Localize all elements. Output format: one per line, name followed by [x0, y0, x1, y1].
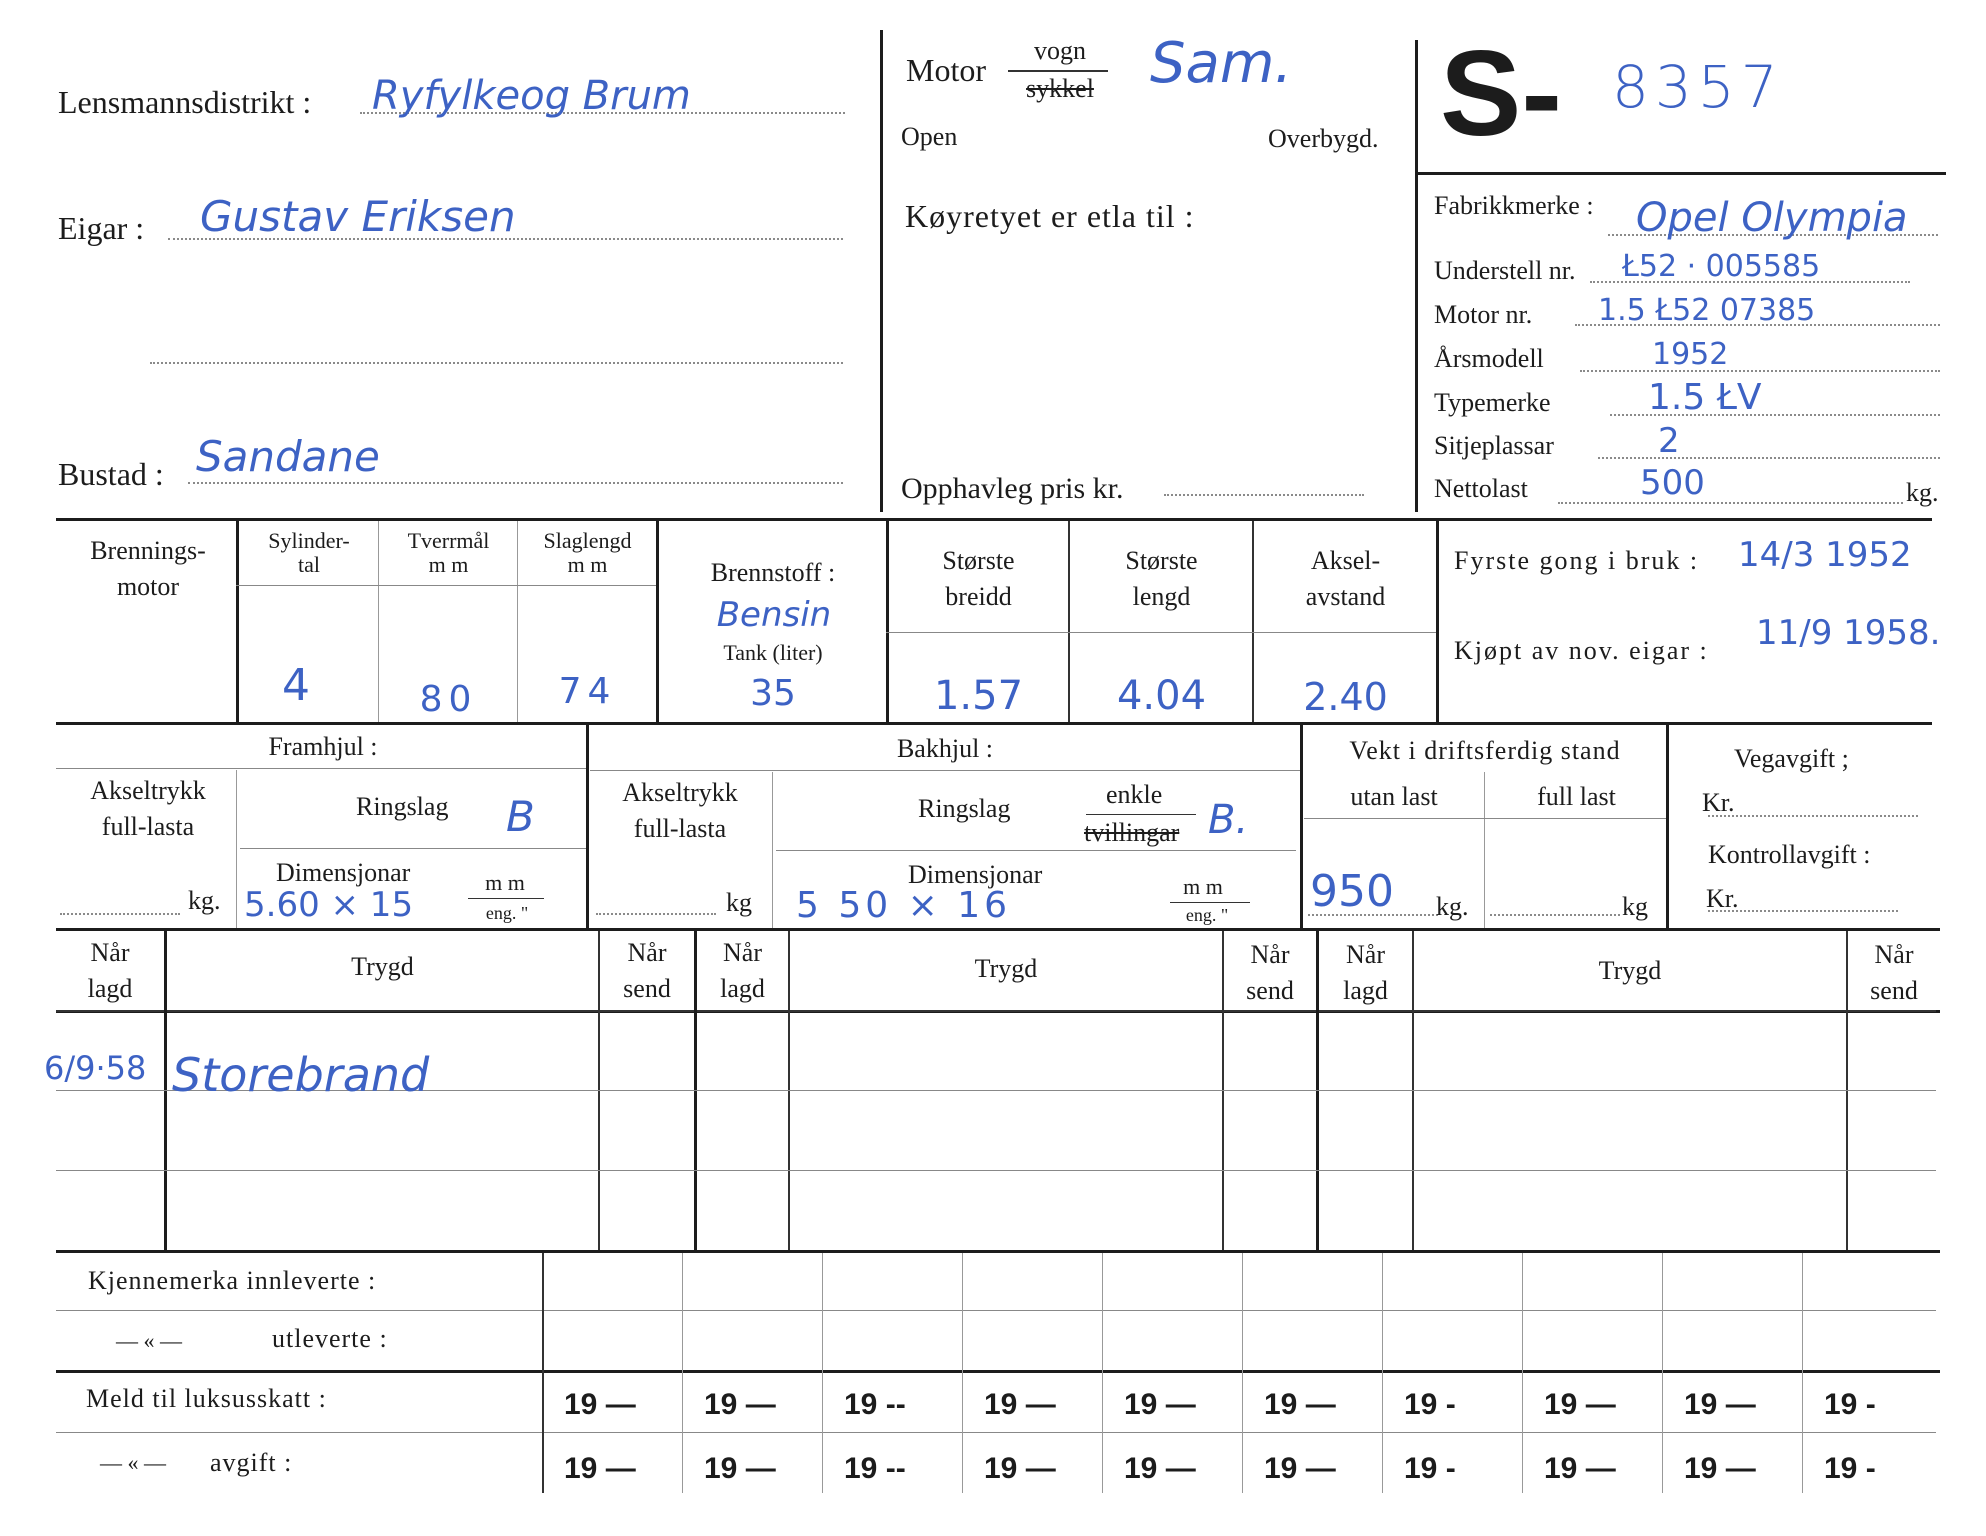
full-last-label: full last: [1537, 782, 1616, 811]
front-akseltrykk-label-2: full-lasta: [101, 812, 195, 841]
front-akseltrykk-kg-label: kg.: [188, 886, 221, 915]
front-dimensjonar-label: Dimensjonar: [276, 858, 411, 887]
divider: [586, 725, 589, 928]
slaglengd-label-1: Slaglengd: [543, 528, 632, 553]
understell-value[interactable]: Ł52 · 005585: [1622, 249, 1821, 284]
nar-lagd-label-1: Når: [1346, 940, 1385, 969]
luksusskatt-year-8[interactable]: 19 —: [1544, 1388, 1616, 1421]
nar-send-label-1: Når: [1874, 940, 1914, 969]
bakhjul-label: Bakhjul :: [896, 734, 994, 763]
insurance-row1-company[interactable]: Storebrand: [172, 1048, 430, 1102]
luksusskatt-year-3[interactable]: 19 --: [844, 1388, 906, 1421]
divider: [240, 848, 586, 849]
vogn-label: vogn: [1034, 36, 1086, 65]
luksusskatt-year-9[interactable]: 19 —: [1684, 1388, 1756, 1421]
divider: [1436, 521, 1439, 722]
open-label: Open: [901, 122, 958, 151]
divider: [1252, 521, 1254, 722]
divider: [1666, 725, 1669, 928]
kjopt-label: Kjøpt av nov. eigar :: [1454, 636, 1709, 665]
divider: [56, 1432, 1936, 1433]
rear-dim-value[interactable]: 5 50 × 16: [796, 885, 1012, 926]
sitjeplassar-value[interactable]: 2: [1658, 421, 1680, 461]
sylindertal-label-2: tal: [298, 552, 320, 577]
lensmannsdistrikt-label: Lensmannsdistrikt :: [58, 84, 312, 120]
fill-line: [1580, 370, 1940, 372]
divider: [56, 1370, 1940, 1373]
utan-last-value[interactable]: 950: [1310, 866, 1394, 917]
brennstoff-value[interactable]: Bensin: [716, 595, 832, 635]
divider: [1484, 772, 1485, 928]
divider: [236, 770, 237, 928]
divider: [56, 1310, 1936, 1311]
divider: [1068, 521, 1070, 722]
fyrste-gong-value[interactable]: 14/3 1952: [1738, 535, 1912, 575]
typemerke-label: Typemerke: [1434, 388, 1551, 417]
brennstoff-label: Brennstoff :: [710, 558, 836, 587]
fill-line: [1598, 457, 1940, 459]
koyretyet-label: Køyretyet er etla til :: [905, 198, 1195, 234]
luksusskatt-year-6[interactable]: 19 —: [1264, 1388, 1336, 1421]
fabrikkmerke-label: Fabrikkmerke :: [1434, 191, 1594, 220]
divider: [1522, 1253, 1523, 1493]
rear-akseltrykk-label-2: full-lasta: [633, 814, 727, 843]
divider: [378, 521, 379, 722]
rear-akseltrykk-label-1: Akseltrykk: [622, 778, 738, 807]
fill-line: [1490, 914, 1620, 916]
tverrmal-label-1: Tverrmål: [407, 528, 490, 553]
fill-line: [1164, 494, 1364, 496]
divider: [517, 521, 518, 722]
avgift-year-4[interactable]: 19 —: [984, 1452, 1056, 1485]
breidd-value[interactable]: 1.57: [933, 673, 1024, 719]
nettolast-value[interactable]: 500: [1640, 463, 1705, 503]
divider: [56, 1170, 1936, 1171]
rear-mm-label: m m: [1183, 874, 1223, 899]
vegavgift-kr-label: Kr.: [1702, 788, 1735, 817]
enkle-label: enkle: [1106, 780, 1163, 809]
fabrikkmerke-value[interactable]: Opel Olympia: [1636, 195, 1908, 241]
luksusskatt-year-10[interactable]: 19 -: [1824, 1388, 1876, 1421]
motor-nr-label: Motor nr.: [1434, 300, 1533, 329]
slaglengd-value[interactable]: 74: [558, 671, 617, 712]
avgift-year-5[interactable]: 19 —: [1124, 1452, 1196, 1485]
breidd-label-2: breidd: [945, 582, 1012, 611]
divider: [56, 722, 1932, 725]
luksusskatt-year-7[interactable]: 19 -: [1404, 1388, 1456, 1421]
lensmannsdistrikt-value[interactable]: Ryfylkeog Brum: [372, 73, 691, 119]
front-dim-value[interactable]: 5.60 × 15: [244, 885, 414, 925]
avgift-year-1[interactable]: 19 —: [564, 1452, 636, 1485]
avgift-year-9[interactable]: 19 —: [1684, 1452, 1756, 1485]
slaglengd-label-2: m m: [567, 552, 608, 577]
brenningsmotor-label-1: Brennings-: [90, 536, 206, 565]
utan-last-label: utan last: [1350, 782, 1438, 811]
tverrmal-label-2: m m: [428, 552, 469, 577]
divider: [56, 928, 1940, 931]
divider: [822, 1253, 823, 1493]
front-ringslag-value[interactable]: B: [506, 792, 535, 841]
nar-lagd-label-2: lagd: [1343, 976, 1388, 1005]
divider: [1802, 1253, 1803, 1493]
kjopt-value[interactable]: 11/9 1958.: [1756, 613, 1941, 653]
arsmodell-value[interactable]: 1952: [1652, 337, 1729, 372]
meld-luksusskatt-label: Meld til luksusskatt :: [86, 1384, 327, 1413]
aksel-value[interactable]: 2.40: [1303, 675, 1388, 719]
divider: [1304, 818, 1666, 819]
nar-lagd-label-1: Når: [90, 938, 130, 967]
kontrollavgift-label: Kontrollavgift :: [1708, 840, 1871, 869]
divider: [236, 585, 656, 586]
fill-line: [150, 362, 843, 364]
divider: [886, 632, 1436, 633]
front-eng-label: eng. ": [485, 903, 529, 923]
nar-lagd-label-2: lagd: [720, 974, 765, 1003]
aksel-label-1: Aksel-: [1310, 546, 1381, 575]
insurance-row1-date[interactable]: 6/9·58: [44, 1049, 147, 1087]
sitjeplassar-label: Sitjeplassar: [1434, 431, 1554, 460]
divider: [56, 768, 586, 769]
motor-label: Motor: [906, 52, 986, 88]
vegavgift-label: Vegavgift ;: [1734, 744, 1849, 773]
rear-ringslag-label: Ringslag: [918, 794, 1011, 823]
fill-line: [1558, 502, 1903, 504]
reg-prefix: S-: [1440, 25, 1562, 161]
divider: [776, 850, 1296, 851]
avgift-year-6[interactable]: 19 —: [1264, 1452, 1336, 1485]
vekt-label: Vekt i driftsferdig stand: [1349, 736, 1621, 765]
full-last-kg-label: kg: [1622, 892, 1648, 921]
nar-send-label-1: Når: [1250, 940, 1290, 969]
breidd-label-1: Største: [942, 546, 1015, 575]
nar-send-label-2: send: [623, 974, 671, 1003]
avgift-year-7[interactable]: 19 -: [1404, 1452, 1456, 1485]
divider: [56, 1250, 1940, 1253]
nettolast-kg-label: kg.: [1906, 478, 1939, 507]
nar-lagd-label-2: lagd: [87, 974, 133, 1003]
front-ringslag-label: Ringslag: [356, 792, 449, 821]
lengd-label-1: Største: [1125, 546, 1198, 575]
divider: [56, 518, 1932, 521]
divider: [56, 1010, 1936, 1012]
utan-last-kg-label: kg.: [1436, 892, 1469, 921]
avgift-year-3[interactable]: 19 --: [844, 1452, 906, 1485]
tverrmal-value[interactable]: 80: [419, 679, 478, 720]
overbygd-label: Overbygd.: [1268, 124, 1379, 153]
framhjul-label: Framhjul :: [268, 732, 378, 761]
fraction-line: [1170, 902, 1250, 903]
sykkel-label: sykkel: [1026, 74, 1094, 103]
fill-line: [596, 913, 716, 915]
reg-number[interactable]: 8357: [1612, 53, 1784, 121]
divider: [1662, 1253, 1663, 1493]
lengd-label-2: lengd: [1132, 582, 1191, 611]
trygd-label: Trygd: [974, 954, 1038, 983]
nar-send-label-2: send: [1246, 976, 1294, 1005]
fraction-line: [468, 898, 544, 899]
sylindertal-label-1: Sylinder-: [268, 528, 350, 553]
fill-line: [60, 913, 180, 915]
lengd-value[interactable]: 4.04: [1116, 673, 1207, 719]
divider: [772, 772, 773, 928]
tank-label: Tank (liter): [723, 640, 823, 665]
kontrollavgift-kr-label: Kr.: [1706, 884, 1739, 913]
luksusskatt-year-2[interactable]: 19 —: [704, 1388, 776, 1421]
rear-eng-label: eng. ": [1185, 905, 1229, 925]
divider: [236, 521, 239, 722]
divider: [1300, 725, 1303, 928]
bustad-value[interactable]: Sandane: [196, 432, 380, 481]
divider: [1382, 1253, 1383, 1493]
rear-dimensjonar-label: Dimensjonar: [908, 860, 1043, 889]
divider: [880, 30, 883, 512]
nar-lagd-label-1: Når: [723, 938, 762, 967]
divider: [682, 1253, 683, 1493]
avgift-year-10[interactable]: 19 -: [1824, 1452, 1876, 1485]
divider: [1415, 40, 1418, 512]
fill-line: [1708, 815, 1918, 817]
luksusskatt-year-5[interactable]: 19 —: [1124, 1388, 1196, 1421]
understell-label: Understell nr.: [1434, 256, 1576, 285]
trygd-label: Trygd: [351, 952, 414, 981]
fyrste-gong-label: Fyrste gong i bruk :: [1454, 546, 1700, 575]
avgift-label: avgift :: [210, 1448, 293, 1477]
aksel-label-2: avstand: [1305, 582, 1386, 611]
fill-line: [188, 482, 843, 484]
rear-akseltrykk-kg-label: kg: [726, 888, 752, 917]
eigar-label: Eigar :: [58, 210, 145, 246]
arsmodell-label: Årsmodell: [1434, 344, 1544, 373]
kjennemerka-label: Kjennemerka innleverte :: [88, 1266, 377, 1295]
nar-send-label-2: send: [1870, 976, 1918, 1005]
fraction-line: [1086, 814, 1196, 815]
utleverte-label: utleverte :: [272, 1324, 388, 1353]
brenningsmotor-label-2: motor: [116, 572, 180, 601]
nar-send-label-1: Når: [627, 938, 667, 967]
divider: [1242, 1253, 1243, 1493]
typemerke-value[interactable]: 1.5 ŁV: [1648, 377, 1762, 418]
divider: [1418, 172, 1946, 175]
divider: [590, 770, 1300, 771]
ditto-mark: — « —: [116, 1328, 182, 1353]
front-akseltrykk-label-1: Akseltrykk: [90, 776, 206, 805]
avgift-year-2[interactable]: 19 —: [704, 1452, 776, 1485]
divider: [962, 1253, 963, 1493]
opphavleg-pris-label: Opphavleg pris kr.: [901, 472, 1124, 505]
divider: [656, 521, 659, 722]
nettolast-label: Nettolast: [1434, 474, 1528, 503]
bustad-label: Bustad :: [58, 456, 164, 492]
fraction-line: [1008, 70, 1108, 72]
luksusskatt-year-1[interactable]: 19 —: [564, 1388, 636, 1421]
tank-value[interactable]: 35: [750, 673, 796, 714]
tvillingar-label: tvillingar: [1084, 818, 1180, 847]
divider: [1102, 1253, 1103, 1493]
eigar-value[interactable]: Gustav Eriksen: [200, 192, 516, 241]
sylindertal-value[interactable]: 4: [282, 660, 310, 711]
front-mm-label: m m: [485, 870, 525, 895]
motor-type-value[interactable]: Sam.: [1150, 31, 1293, 96]
rear-ringslag-value[interactable]: B.: [1208, 797, 1249, 843]
trygd-label: Trygd: [1598, 956, 1662, 985]
motor-nr-value[interactable]: 1.5 Ł52 07385: [1598, 293, 1816, 328]
luksusskatt-year-4[interactable]: 19 —: [984, 1388, 1056, 1421]
ditto-mark: — « —: [100, 1450, 166, 1475]
avgift-year-8[interactable]: 19 —: [1544, 1452, 1616, 1485]
divider: [542, 1253, 544, 1493]
